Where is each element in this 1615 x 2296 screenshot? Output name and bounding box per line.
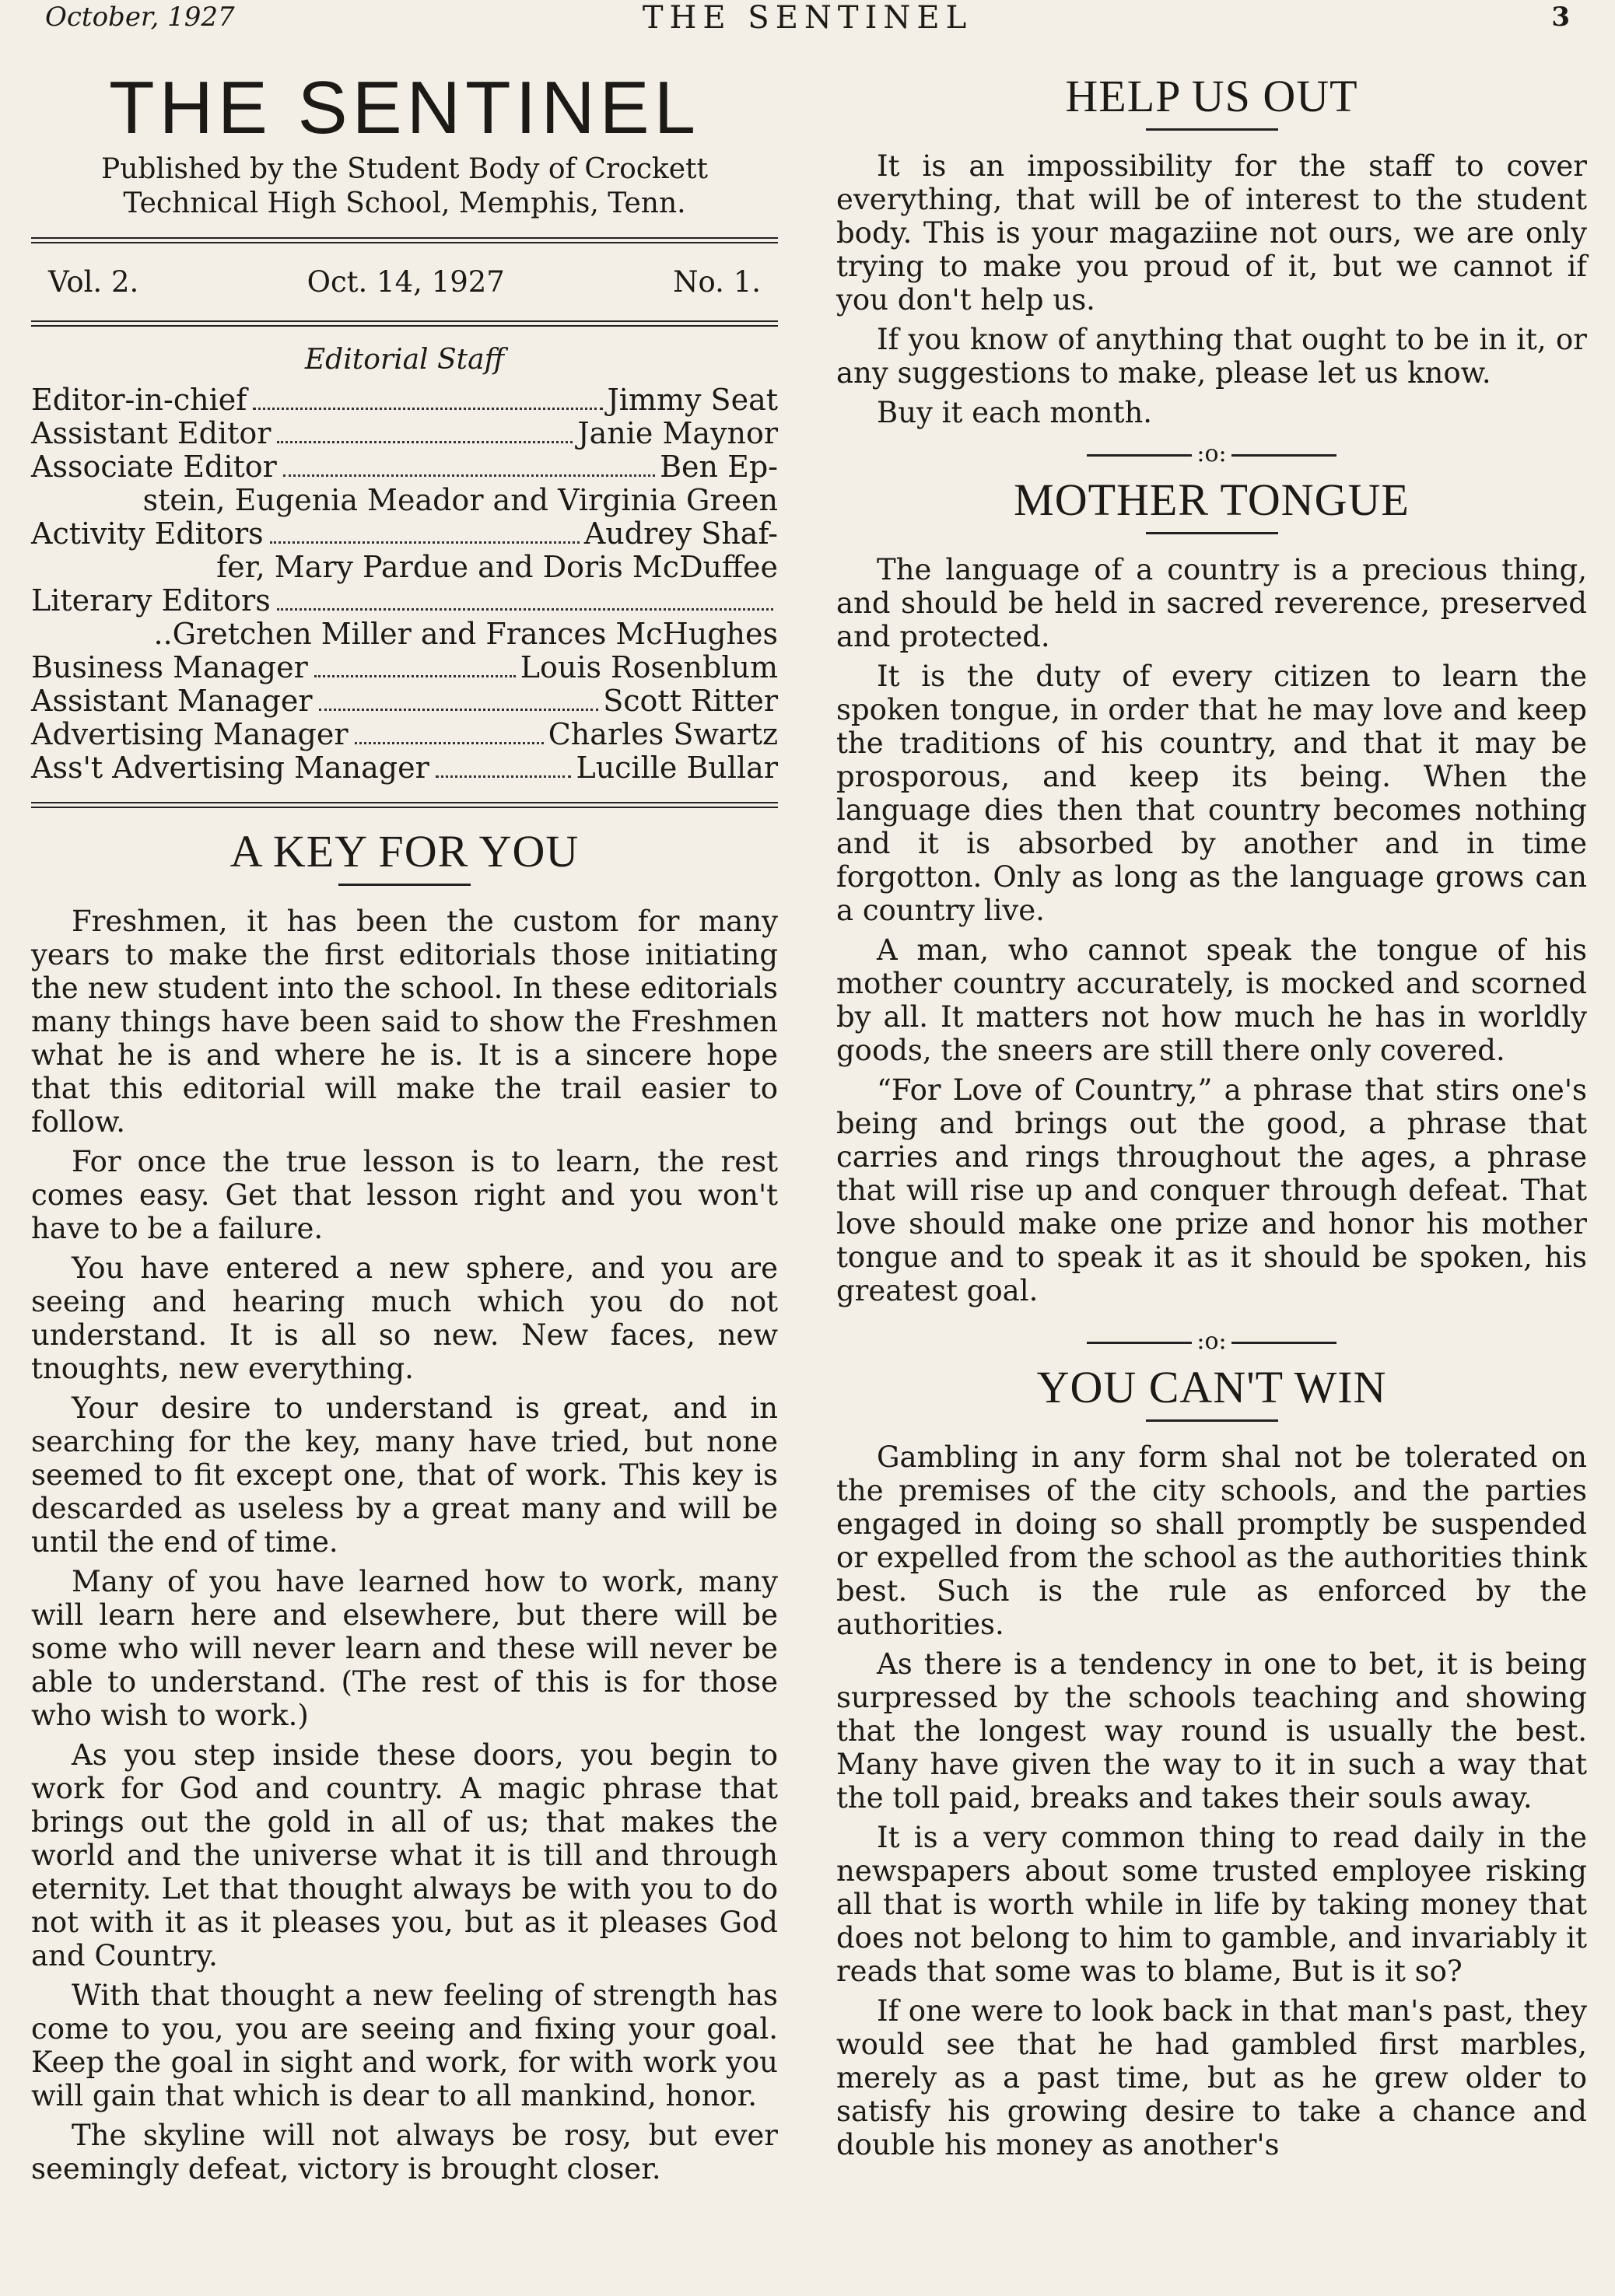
separator-mark: :o: [1196,1328,1227,1355]
article-title: A KEY FOR YOU [229,826,580,877]
title-rule [1146,1419,1278,1422]
article-paragraph: As you step inside these doors, you begin to work for God and country. A magic phrase that brings out the gold in all of us; that makes the world and the universe what it is till and through eternity. Let that thought always be with you to do not with it as it pleases you, but as it pleases God and Country. [31,1738,778,1973]
staff-role: Literary Editors [31,583,271,618]
article-key-for-you [31,825,778,2186]
staff-continuation: fer, Mary Pardue and Doris McDuffee [216,550,778,585]
article-you-cant-win [836,1361,1587,2161]
article-paragraph: If one were to look back in that man's past, they would see that he had gambled first marbles, merely as a past time, but as he grew older to satisfy his growing desire to take a chance and double his money as another's [836,1994,1587,2161]
article-body [836,553,1587,1307]
staff-continuation: ..Gretchen Miller and Frances McHughes [153,617,778,652]
staff-row [31,383,778,417]
staff-role: Associate Editor [31,450,277,485]
volume: Vol. 2. [48,265,139,299]
staff-name: Audrey Shaf- [583,516,778,551]
separator-mark: :o: [1196,440,1227,467]
article-paragraph: It is an impossibility for the staff to cover everything, that will be of interest to the student body. This is your magaziine not ours, we are only trying to make you proud of it, but we cannot if you don't help us. [836,149,1587,317]
staff-name: Ben Ep- [660,450,778,485]
article-paragraph: The language of a country is a precious thing, and should be held in sacred reverence, preserved and protected. [836,553,1587,653]
staff-name: Louis Rosenblum [520,650,778,685]
right-column [836,61,1587,2168]
staff-role: Assistant Editor [31,416,272,451]
staff-name: Lucille Bullar [576,751,778,786]
left-column [31,61,778,2192]
staff-name: Jimmy Seat [607,383,778,418]
article-paragraph: With that thought a new feeling of strength has come to you, you are seeing and fixing your goal. Keep the goal in sight and work, for with work you will gain that which is dear to all mankind, honor. [31,1979,778,2113]
staff-row [31,450,778,484]
issue-date: Oct. 14, 1927 [307,265,505,299]
article-title: YOU CAN'T WIN [1036,1362,1387,1412]
article-paragraph: For once the true lesson is to learn, the rest comes easy. Get that lesson right and you won't have to be a failure. [31,1145,778,1246]
article-paragraph: Your desire to understand is great, and in searching for the key, many have tried, but none seemed to fit except one, that of work. This key is descarded as useless by a great many and will be until the end of time. [31,1391,778,1559]
staff-name: Charles Swartz [548,717,778,752]
staff-role: Activity Editors [31,516,264,551]
staff-row [31,718,778,751]
article-paragraph: As there is a tendency in one to bet, it is being surpressed by the schools teaching and showing that the longest way round is usually the best. Many have given the way to it in such a way that the toll paid, breaks and takes their souls away. [836,1647,1587,1815]
staff-row [31,517,778,551]
article-title: MOTHER TONGUE [1014,474,1410,525]
article-paragraph: Many of you have learned how to work, many will learn here and elsewhere, but there will be some who will never learn and these will never be able to understand. (The rest of this is for those who wish to work.) [31,1565,778,1733]
running-head-date: October, 1927 [45,2,235,33]
article-help-us-out [836,70,1587,429]
article-paragraph: The skyline will not always be rosy, but ever seemingly defeat, victory is brought closer. [31,2119,778,2186]
staff-role: Ass't Advertising Manager [31,751,429,786]
article-paragraph: Freshmen, it has been the custom for many years to make the first editorials those initiating the new student into the school. In these editorials many things have been said to show the Freshmen what he is and where he is. It is a sincere hope that this editorial will make the trail easier to follow. [31,905,778,1139]
divider [31,237,778,243]
issue-number: No. 1. [673,265,761,299]
running-head [0,0,1615,39]
staff-role: Business Manager [31,650,308,685]
editorial-staff [31,344,778,785]
staff-name: Scott Ritter [603,684,778,719]
article-body [836,1440,1587,2161]
section-separator [836,1328,1587,1355]
page-number: 3 [1551,2,1570,33]
staff-heading: Editorial Staff [304,344,505,376]
staff-role: Advertising Manager [31,717,349,752]
masthead-title: THE SENTINEL [108,66,701,149]
section-separator [836,440,1587,467]
article-body [31,905,778,2186]
divider [31,802,778,808]
running-head-title: THE SENTINEL [642,0,973,36]
title-rule [1146,532,1278,534]
staff-list [31,383,778,785]
article-paragraph: Gambling in any form shal not be tolerated on the premises of the city schools, and the parties engaged in doing so shall promptly be suspended or expelled from the school as the authorities think best. Such is the rule as enforced by the authorities. [836,1440,1587,1641]
issue-line [31,261,778,303]
article-paragraph: “For Love of Country,” a phrase that stirs one's being and brings out the good, a phrase that carries and rings throughout the ages, a phrase that will rise up and conquer through defeat. That love should make one prize and honor his mother tongue and to speak it as it should be spoken, his greatest goal. [836,1073,1587,1307]
article-paragraph: Buy it each month. [877,396,1153,429]
staff-continuation: stein, Eugenia Meador and Virginia Green [142,483,778,518]
staff-row [31,684,778,718]
article-paragraph: It is the duty of every citizen to learn the spoken tongue, in order that he may love and keep the traditions of his country, and that it may be prosporous, and keep its being. When the language dies then that country becomes nothing and it is absorbed by another and in time forgotton. Only as long as the language grows can a country live. [836,660,1587,927]
staff-row [31,417,778,450]
article-paragraph: It is a very common thing to read daily in the newspapers about some trusted employee risking all that is worth while in life by taking money that does not belong to him to gamble, and invariably it reads that some was to blame, But is it so? [836,1821,1587,1988]
article-paragraph: A man, who cannot speak the tongue of his mother country accurately, is mocked and scorned by all. It matters not how much he has in worldly goods, the sneers are still there only covered. [836,933,1587,1067]
staff-name: Janie Maynor [577,416,778,451]
article-body [836,149,1587,429]
staff-row [31,651,778,684]
title-rule [338,884,471,886]
article-mother-tongue [836,474,1587,1307]
article-title: HELP US OUT [1065,71,1358,121]
staff-row [31,584,778,618]
masthead-publisher: Published by the Student Body of Crockett Technical High School, Memphis, Tenn. [101,152,708,219]
staff-role: Assistant Manager [31,684,313,719]
title-rule [1146,128,1278,131]
article-paragraph: You have entered a new sphere, and you are seeing and hearing much which you do not understand. It is all so new. New faces, new tnoughts, new everything. [31,1251,778,1386]
article-paragraph: If you know of anything that ought to be in it, or any suggestions to make, please let us know. [836,323,1587,390]
staff-row [31,751,778,785]
staff-role: Editor-in-chief [31,383,247,418]
divider [31,320,778,327]
